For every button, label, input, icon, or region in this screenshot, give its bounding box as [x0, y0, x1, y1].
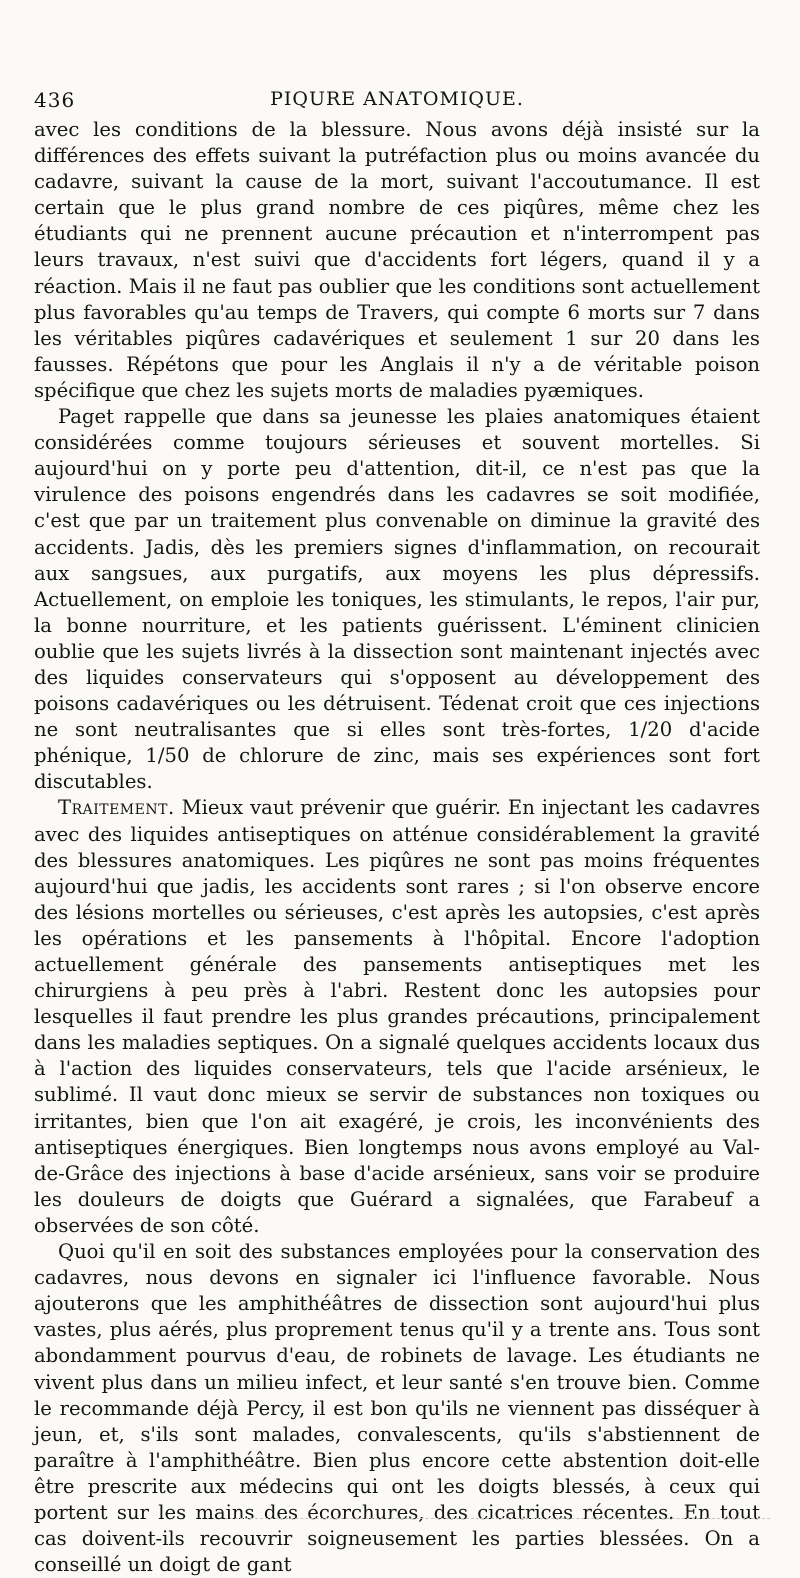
running-title: PIQURE ANATOMIQUE. — [270, 88, 524, 110]
body-text — [34, 117, 760, 1578]
paragraph-substances: Quoi qu'il en soit des substances employées pour la conservation des cadavres, nous devons en signaler ici l'influence favorable. Nous ajouterons que les amphithéâtres de dissection sont aujourd'hui plus vastes, plus aérés, plus proprement tenus qu'il y a trente ans. Tous sont abondamment pourvus d'eau, de robinets de lavage. Les étudiants ne vivent plus dans un milieu infect, et leur santé s'en trouve bien. Comme le recommande déjà Percy, il est bon qu'ils ne viennent pas disséquer à jeun, et, s'ils sont malades, convalescents, qu'ils s'abstiennent de paraître à l'amphithéâtre. Bien plus encore cette abstention doit-elle être prescrite aux médecins qui ont les doigts blessés, à ceux qui portent sur les mains des écorchures, des cicatrices récentes. En tout cas doivent-ils recouvrir soigneusement les parties blessées. On a conseillé un doigt de gant — [34, 1240, 760, 1577]
footer-divider — [225, 1518, 770, 1519]
paragraph-paget: Paget rappelle que dans sa jeunesse les plaies anatomiques étaient considérées comme toujours sérieuses et souvent mortelles. Si aujourd'hui on y porte peu d'attention, dit-il, ce n'est pas que la virulence des poisons engendrés dans les cadavres se soit modifiée, c'est que par un traitement plus convenable on diminue la gravité des accidents. Jadis, dès les premiers signes d'inflammation, on recourait aux sangsues, aux purgatifs, aux moyens les plus dépressifs. Actuellement, on emploie les toniques, les stimulants, le repos, l'air pur, la bonne nourriture, et les patients guérissent. L'éminent clinicien oublie que les sujets livrés à la dissection sont maintenant injectés avec des liquides conservateurs qui s'opposent au développement des poisons cadavériques ou les détruisent. Tédenat croit que ces injections ne sont neutralisantes que si elles sont très-fortes, 1/20 d'acide phénique, 1/50 de chlorure de zinc, mais ses expériences sont fort discutables. — [34, 405, 760, 794]
paragraph-traitement-text: Mieux vaut prévenir que guérir. En injectant les cadavres avec des liquides antiseptiques on atténue considérablement la gravité des blessures anatomiques. Les piqûres ne sont pas moins fréquentes aujourd'hui que jadis, les accidents sont rares ; si l'on observe encore des lésions mortelles ou sérieuses, c'est après les autopsies, c'est après les opérations et les pansements à l'hôpital. Encore l'adoption actuellement générale des pansements antiseptiques met les chirurgiens à peu près à l'abri. Restent donc les autopsies pour lesquelles il faut prendre les plus grandes précautions, principalement dans les maladies septiques. On a signalé quelques accidents locaux dus à l'action des liquides conservateurs, tels que l'acide arsénieux, le sublimé. Il vaut donc mieux se servir de substances non toxiques ou irritantes, bien que l'on ait exagéré, je crois, les inconvénients des antiseptiques énergiques. Bien longtemps nous avons employé au Val-de-Grâce des injections à base d'acide arsénieux, sans voir se produire les douleurs de doigts que Guérard a signalées, que Farabeuf a observées de son côté. — [34, 796, 761, 1237]
paragraph-traitement — [34, 795, 760, 1239]
page-header — [34, 88, 760, 112]
section-lead-traitement: Traitement. — [58, 796, 175, 820]
paragraph-continuation: avec les conditions de la blessure. Nous avons déjà insisté sur la différences des effets suivant la putréfaction plus ou moins avancée du cadavre, suivant la cause de la mort, suivant l'accoutumance. Il est certain que le plus grand nombre de ces piqûres, même chez les étudiants qui ne prennent aucune précaution et n'interrompent pas leurs travaux, n'est suivi que d'accidents fort légers, quand il y a réaction. Mais il ne faut pas oublier que les conditions sont actuellement plus favorables qu'au temps de Travers, qui compte 6 morts sur 7 dans les véritables piqûres cadavériques et seulement 1 sur 20 dans les fausses. Répétons que pour les Anglais il n'y a de véritable poison spécifique que chez les sujets morts de maladies pyæmiques. — [34, 118, 760, 402]
page-number: 436 — [34, 88, 76, 112]
